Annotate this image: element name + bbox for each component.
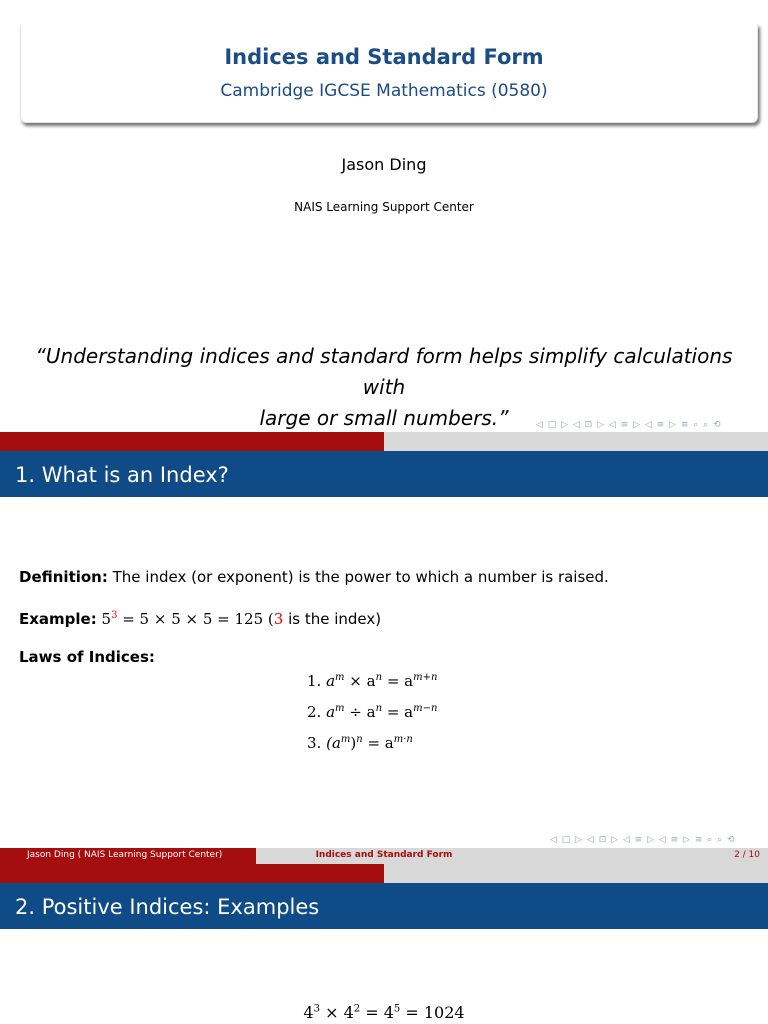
footer-page-number: 2 / 10 xyxy=(512,848,768,864)
presentation-title: Indices and Standard Form xyxy=(224,45,544,69)
frame-title-bar xyxy=(0,451,768,497)
law-3: 3. $(a^m)^n = a^{m\cdot n}$ xyxy=(307,734,413,752)
law-1: 1. $a^m \times a^n = a^{m+n}$ xyxy=(307,672,438,690)
definition xyxy=(19,567,759,587)
laws-list xyxy=(307,664,437,757)
navigation-icons[interactable]: ◁ □ ▷ ◁ ⊡ ▷ ◁ ≡ ▷ ◁ ≡ ▷ ≡ ⌕ ⌕ ⟲ xyxy=(536,420,722,430)
example-label: Example: xyxy=(19,610,97,628)
header-grey-bar-3 xyxy=(384,864,768,883)
presentation-subtitle: Cambridge IGCSE Mathematics (0580) xyxy=(220,81,548,101)
quote-line-2: large or small numbers.” xyxy=(259,406,509,430)
example-exponent: 3 xyxy=(111,610,118,621)
law-2: 2. $a^m \div a^n = a^{m-n}$ xyxy=(307,703,438,721)
footer-title: Indices and Standard Form xyxy=(256,848,512,864)
example-index: 3 xyxy=(273,610,284,628)
author-name: Jason Ding xyxy=(341,155,427,174)
laws-label-text: Laws of Indices: xyxy=(19,648,155,666)
example-expansion: = 5 × 5 × 5 = 125 ( xyxy=(117,610,274,628)
example xyxy=(19,606,759,629)
navigation-icons-2[interactable]: ◁ □ ▷ ◁ ⊡ ▷ ◁ ≡ ▷ ◁ ≡ ▷ ≡ ⌕ ⌕ ⟲ xyxy=(550,835,736,845)
frame-title-3: 2. Positive Indices: Examples xyxy=(15,895,320,919)
example-base: 5 xyxy=(101,610,112,628)
example-tail: is the index) xyxy=(283,610,382,628)
frame-title: 1. What is an Index? xyxy=(15,463,229,487)
laws-label xyxy=(19,647,155,667)
frame-title-bar-3 xyxy=(0,883,768,929)
header-grey-bar xyxy=(384,432,768,451)
definition-text: The index (or exponent) is the power to which a number is raised. xyxy=(112,568,609,586)
positive-indices-equation: $4^3 \times 4^2 = 4^5 = 1024$ xyxy=(303,1003,465,1022)
title-box xyxy=(20,24,758,123)
quote-line-1: “Understanding indices and standard form helps simplify calculations with xyxy=(35,344,733,399)
footer-author: Jason Ding ( NAIS Learning Support Center) xyxy=(0,848,256,864)
institute-name: NAIS Learning Support Center xyxy=(294,200,474,214)
definition-label: Definition: xyxy=(19,568,108,586)
header-red-bar xyxy=(0,432,384,451)
header-red-bar-3 xyxy=(0,864,384,883)
